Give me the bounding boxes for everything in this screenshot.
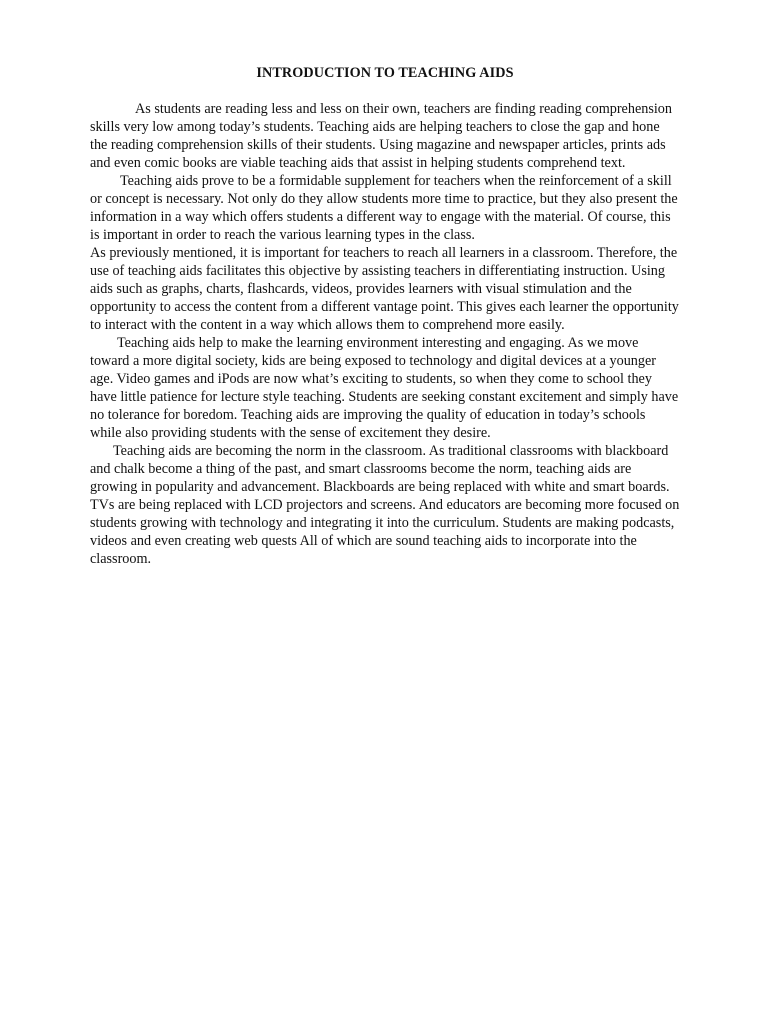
paragraph-3: As previously mentioned, it is important for teachers to reach all learners in a classroom. Therefore, the use of teaching aids facilitates this objective by assisting teachers in differentiating instruction. Using aids such as graphs, charts, flashcards, videos, provides learners with visual stimulation and the opportunity to access the content from a different vantage point. This gives each learner the opportunity to interact with the content in a way which allows them to comprehend more easily. bbox=[90, 245, 679, 333]
paragraph-5: Teaching aids are becoming the norm in the classroom. As traditional classrooms with blackboard and chalk become a thing of the past, and smart classrooms become the norm, teaching aids are growing in popularity and advancement. Blackboards are being replaced with white and smart boards. TVs are being replaced with LCD projectors and screens. And educators are becoming more focused on students growing with technology and integrating it into the curriculum. Students are making podcasts, videos and even creating web quests All of which are sound teaching aids to incorporate into the classroom. bbox=[90, 443, 680, 567]
paragraph-4: Teaching aids help to make the learning environment interesting and engaging. As we move toward a more digital society, kids are being exposed to technology and digital devices at a younger age. Video games and iPods are now what’s exciting to students, so when they come to school they have little patience for lecture style teaching. Students are seeking constant excitement and simply have no tolerance for boredom. Teaching aids are improving the quality of education in today’s schools while also providing students with the sense of excitement they desire. bbox=[90, 335, 679, 441]
document-title: INTRODUCTION TO TEACHING AIDS bbox=[256, 65, 514, 81]
paragraph-2: Teaching aids prove to be a formidable supplement for teachers when the reinforcement of a skill or concept is necessary. Not only do they allow students more time to practice, but they also present the information in a way which offers students a different way to engage with the material. Of course, this is important in order to reach the various learning types in the class. bbox=[90, 173, 678, 243]
document-page bbox=[90, 64, 680, 568]
paragraph-1: As students are reading less and less on their own, teachers are finding reading comprehension skills very low among today’s students. Teaching aids are helping teachers to close the gap and hone the reading comprehension skills of their students. Using magazine and newspaper articles, prints ads and even comic books are viable teaching aids that assist in helping students comprehend text. bbox=[90, 101, 672, 171]
